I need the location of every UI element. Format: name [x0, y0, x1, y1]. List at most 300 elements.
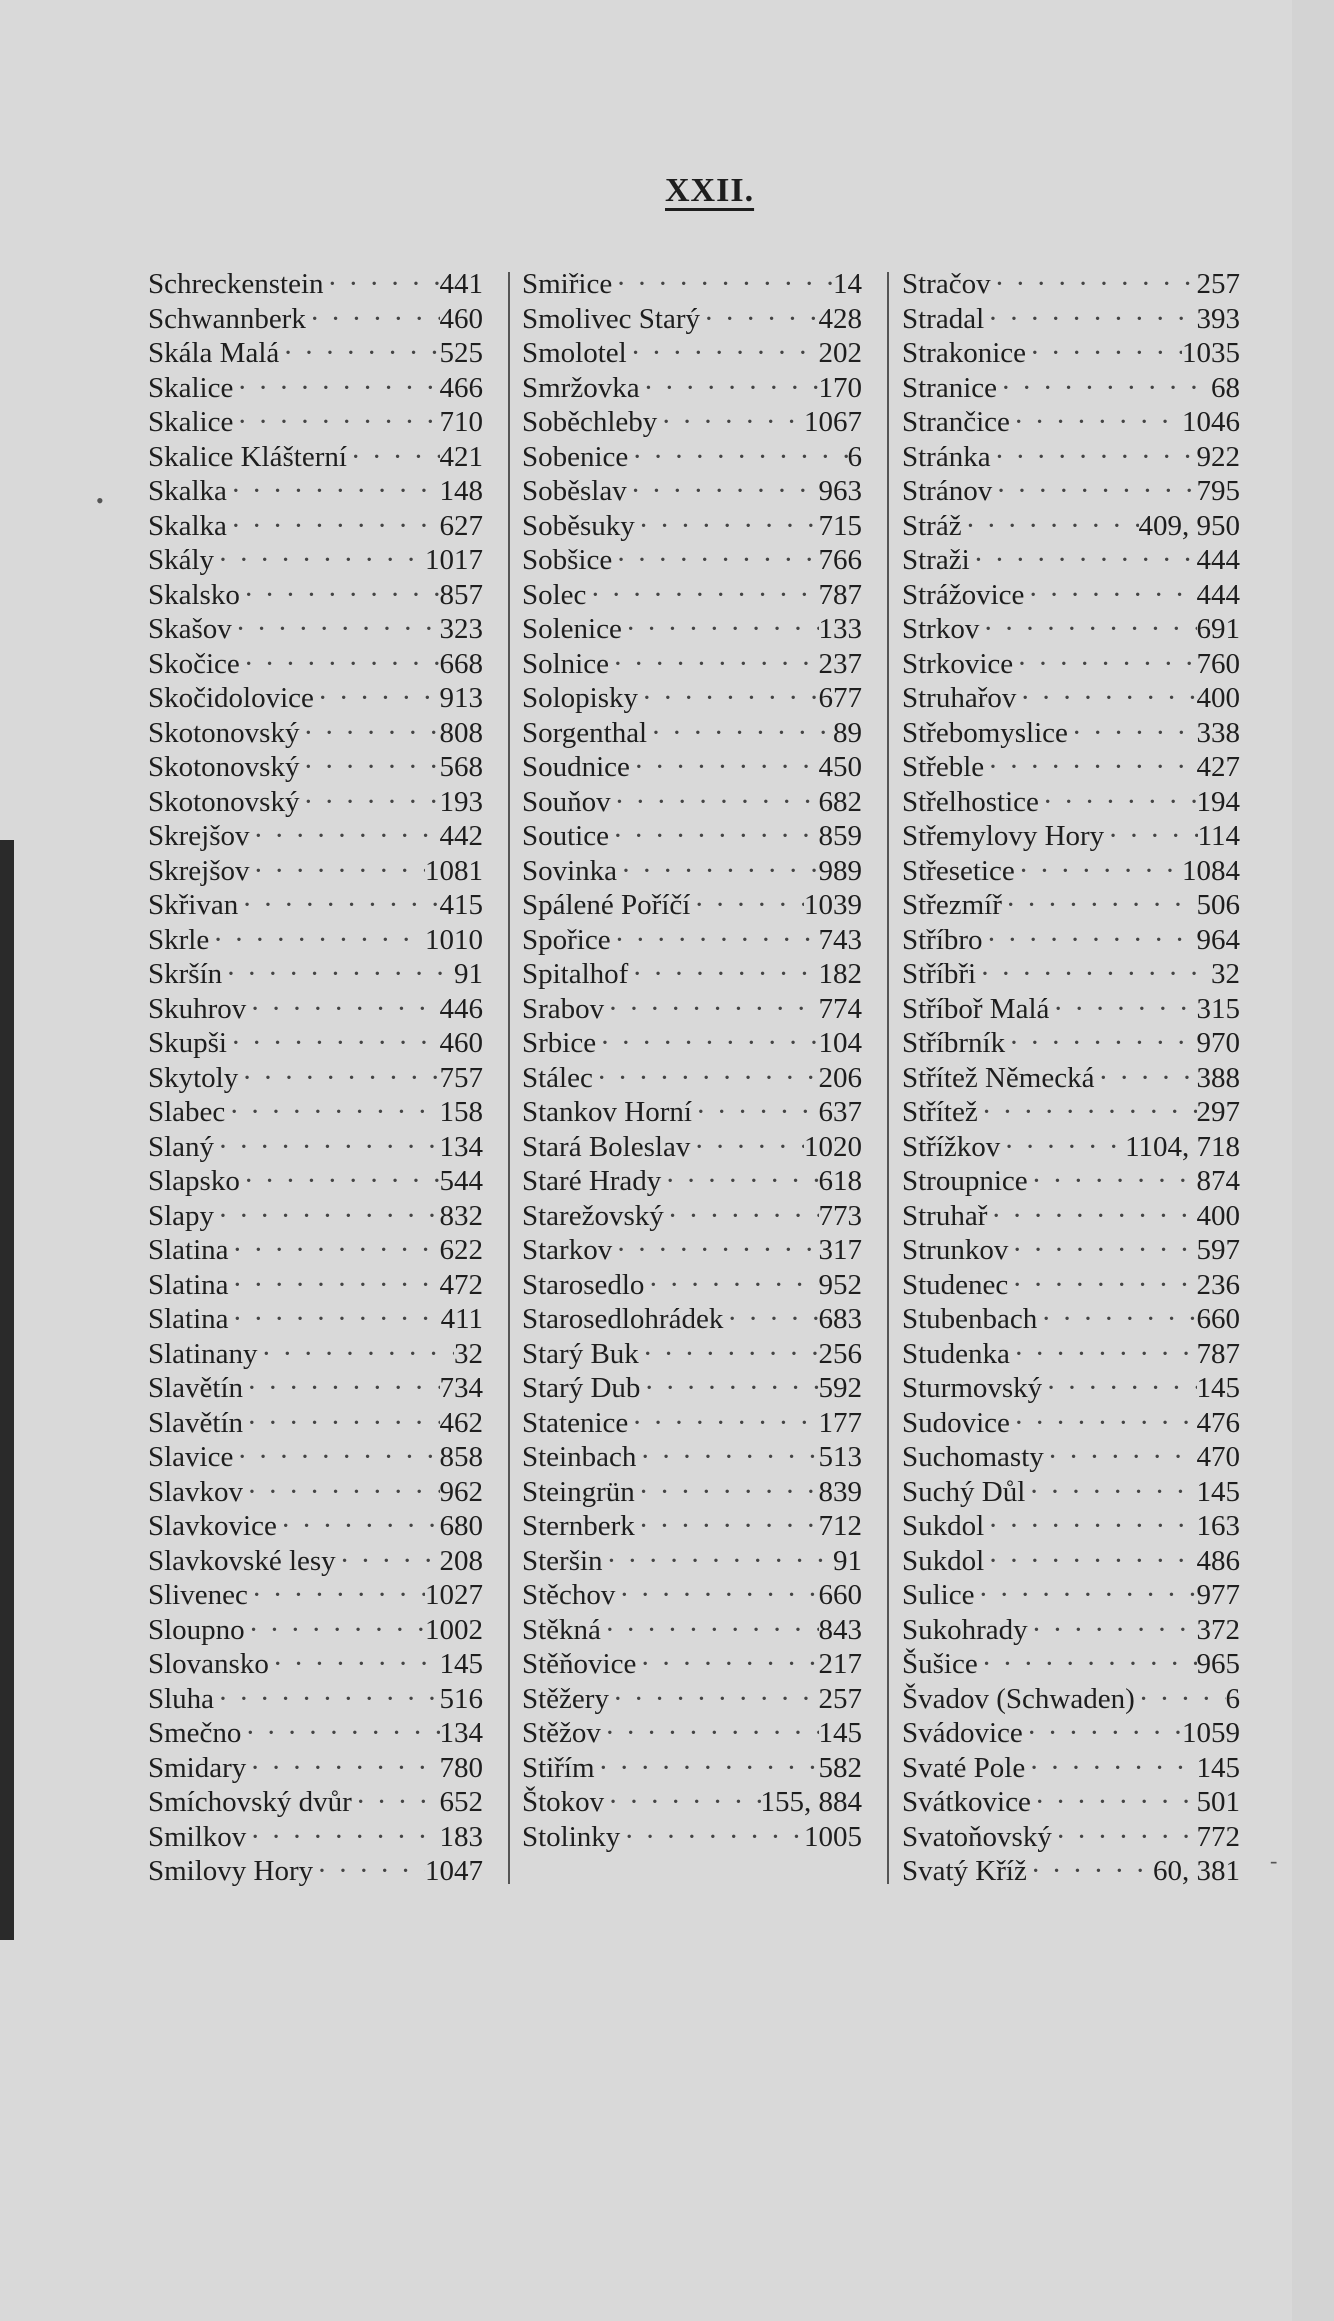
- dot-leader: [609, 647, 819, 682]
- page-reference: 592: [818, 1372, 862, 1404]
- place-name: Srbice: [522, 1027, 597, 1059]
- page-reference: 89: [833, 716, 862, 749]
- page-reference: 14: [833, 268, 862, 300]
- index-entry: [522, 509, 862, 544]
- dot-leader: [214, 543, 425, 578]
- place-name: Stříbři: [902, 958, 977, 990]
- index-entry: [148, 1509, 483, 1544]
- page-reference: 444: [1196, 544, 1240, 576]
- place-name: Skočice: [148, 647, 240, 680]
- place-name: Střesetice: [902, 854, 1015, 887]
- page-reference: 1046: [1182, 406, 1240, 438]
- place-name: Skrejšov: [148, 820, 250, 852]
- dot-leader: [983, 923, 1197, 958]
- page-reference: 462: [439, 1406, 483, 1439]
- page-reference: 170: [818, 371, 862, 404]
- dot-leader: [1026, 336, 1182, 371]
- place-name: Střezmíř: [902, 889, 1002, 921]
- place-name: Slatina: [148, 1303, 229, 1335]
- place-name: Svádovice: [902, 1717, 1023, 1749]
- place-name: Slavkovice: [148, 1510, 277, 1542]
- place-name: Smíchovský dvůr: [148, 1786, 352, 1818]
- page-reference: 415: [439, 889, 483, 921]
- page-reference: 388: [1196, 1061, 1240, 1094]
- page-reference: 257: [818, 1682, 862, 1715]
- dot-leader: [238, 1061, 439, 1096]
- page-reference: 1010: [425, 923, 483, 956]
- dot-leader: [1042, 1371, 1196, 1406]
- dot-leader: [604, 1785, 760, 1820]
- place-name: Souňov: [522, 785, 611, 818]
- dot-leader: [240, 647, 440, 682]
- index-entry: [902, 1026, 1240, 1061]
- page-reference: 1059: [1182, 1717, 1240, 1749]
- page-reference: 618: [818, 1165, 862, 1197]
- index-column-2: [522, 267, 862, 1854]
- page-reference: 133: [818, 613, 862, 645]
- index-entry: [902, 1544, 1240, 1579]
- page-reference: 1002: [425, 1613, 483, 1646]
- place-name: Stroupnice: [902, 1165, 1028, 1197]
- dot-leader: [635, 1509, 819, 1544]
- place-name: Spořice: [522, 923, 611, 956]
- page-reference: 183: [439, 1820, 483, 1853]
- page-reference: 858: [439, 1441, 483, 1473]
- place-name: Spálené Poříčí: [522, 889, 691, 921]
- place-name: Střížkov: [902, 1130, 1001, 1163]
- place-name: Sturmovský: [902, 1372, 1043, 1404]
- place-name: Statenice: [522, 1406, 629, 1439]
- place-name: Struhařov: [902, 682, 1017, 714]
- dot-leader: [635, 509, 819, 544]
- index-entry: [522, 1406, 862, 1441]
- page-reference: 501: [1196, 1786, 1240, 1818]
- dot-leader: [229, 1302, 441, 1337]
- page-reference: 104: [818, 1027, 862, 1059]
- index-entry: [148, 1544, 483, 1579]
- dot-leader: [324, 267, 440, 302]
- index-entry: [902, 923, 1240, 958]
- index-entry: [522, 440, 862, 475]
- index-entry: [148, 1302, 483, 1337]
- page-reference: 145: [439, 1648, 483, 1680]
- page-reference: 772: [1196, 1820, 1240, 1853]
- place-name: Štokov: [522, 1786, 605, 1818]
- index-entry: [148, 1026, 483, 1061]
- dot-leader: [692, 1095, 819, 1130]
- dot-leader: [314, 681, 440, 716]
- page-reference: 677: [818, 682, 862, 714]
- page-reference: 145: [1196, 1751, 1240, 1784]
- page-reference: 582: [818, 1751, 862, 1784]
- dot-leader: [640, 1371, 818, 1406]
- dot-leader: [222, 957, 454, 992]
- page-reference: 516: [439, 1682, 483, 1715]
- page-reference: 962: [439, 1475, 483, 1508]
- index-entry: [522, 1130, 862, 1165]
- index-entry: [902, 1785, 1240, 1820]
- place-name: Soběslav: [522, 475, 627, 507]
- dot-leader: [664, 1199, 819, 1234]
- dot-leader: [1008, 1268, 1196, 1303]
- place-name: Skršín: [148, 958, 223, 990]
- dot-leader: [1025, 1475, 1196, 1510]
- index-entry: [148, 302, 483, 337]
- index-entry: [148, 1061, 483, 1096]
- index-entry: [902, 1268, 1240, 1303]
- page-reference: 427: [1196, 751, 1240, 783]
- dot-leader: [992, 474, 1196, 509]
- page-reference: 148: [439, 475, 483, 507]
- place-name: Stará Boleslav: [522, 1130, 691, 1163]
- page-reference: 977: [1196, 1579, 1240, 1611]
- page-reference: 202: [818, 337, 862, 369]
- dot-leader: [595, 1751, 819, 1786]
- page-reference: 193: [439, 785, 483, 818]
- page-reference: 913: [439, 682, 483, 714]
- place-name: Stradal: [902, 302, 985, 335]
- place-name: Skašov: [148, 613, 232, 645]
- index-entry: [902, 1820, 1240, 1855]
- index-entry: [148, 819, 483, 854]
- place-name: Soběsuky: [522, 509, 635, 542]
- dot-leader: [214, 1199, 439, 1234]
- place-name: Stěchov: [522, 1579, 616, 1611]
- index-entry: [522, 1613, 862, 1648]
- dot-leader: [1028, 1164, 1197, 1199]
- place-name: Soběchleby: [522, 406, 658, 438]
- dot-leader: [250, 854, 426, 889]
- place-name: Solnice: [522, 647, 609, 680]
- dot-leader: [627, 474, 819, 509]
- index-entry: [902, 681, 1240, 716]
- page-reference: 236: [1196, 1268, 1240, 1301]
- place-name: Steingrün: [522, 1475, 635, 1508]
- place-name: Sudovice: [902, 1406, 1010, 1439]
- place-name: Šušice: [902, 1648, 978, 1680]
- page-reference: 428: [818, 302, 862, 335]
- place-name: Střeble: [902, 751, 985, 783]
- index-entry: [522, 750, 862, 785]
- place-name: Skrle: [148, 923, 210, 956]
- place-name: Studenka: [902, 1337, 1010, 1370]
- index-entry: [522, 302, 862, 337]
- page-reference: 970: [1196, 1027, 1240, 1059]
- page-reference: 441: [439, 268, 483, 300]
- dot-leader: [225, 1095, 439, 1130]
- column-divider: [887, 272, 889, 1884]
- dot-leader: [601, 1716, 819, 1751]
- index-entry: [522, 1233, 862, 1268]
- dot-leader: [639, 1337, 819, 1372]
- page-reference: 1067: [804, 406, 862, 438]
- place-name: Stříbro: [902, 923, 983, 956]
- index-entry: [522, 1440, 862, 1475]
- index-entry: [902, 992, 1240, 1027]
- index-entry: [522, 1578, 862, 1613]
- page-reference: 773: [818, 1199, 862, 1232]
- index-entry: [148, 888, 483, 923]
- index-entry: [522, 854, 862, 889]
- page-number: XXII.: [665, 172, 755, 209]
- dot-leader: [962, 509, 1139, 544]
- dot-leader: [628, 440, 847, 475]
- place-name: Sternberk: [522, 1510, 635, 1542]
- page-reference: 6: [847, 440, 862, 473]
- place-name: Slavice: [148, 1441, 234, 1473]
- page-reference: 393: [1196, 302, 1240, 335]
- dot-leader: [1010, 1337, 1197, 1372]
- place-name: Skřivan: [148, 889, 239, 921]
- index-entry: [902, 1164, 1240, 1199]
- ink-speck: •: [96, 488, 104, 513]
- index-entry: [148, 578, 483, 613]
- place-name: Slabec: [148, 1096, 226, 1128]
- index-entry: [148, 750, 483, 785]
- dot-leader: [1027, 1854, 1153, 1889]
- dot-leader: [233, 1440, 439, 1475]
- page-reference: 660: [818, 1579, 862, 1611]
- index-column-1: [148, 267, 483, 1889]
- dot-leader: [229, 1268, 440, 1303]
- place-name: Slatinany: [148, 1337, 258, 1370]
- index-entry: [522, 612, 862, 647]
- place-name: Stálec: [522, 1061, 593, 1094]
- place-name: Stěkná: [522, 1613, 601, 1646]
- place-name: Švadov (Schwaden): [902, 1682, 1135, 1715]
- page-reference: 145: [818, 1717, 862, 1749]
- page-reference: 743: [818, 923, 862, 956]
- dot-leader: [352, 1785, 440, 1820]
- page-reference: 1047: [425, 1855, 483, 1887]
- dot-leader: [609, 819, 819, 854]
- dot-leader: [997, 371, 1211, 406]
- index-entry: [522, 785, 862, 820]
- place-name: Schwannberk: [148, 302, 306, 335]
- place-name: Slavkovské lesy: [148, 1544, 336, 1577]
- index-entry: [902, 1578, 1240, 1613]
- page-reference: 257: [1196, 268, 1240, 300]
- index-entry: [148, 1199, 483, 1234]
- page-reference: 315: [1196, 992, 1240, 1025]
- index-entry: [522, 371, 862, 406]
- page-reference: 338: [1196, 716, 1240, 749]
- place-name: Svatoňovský: [902, 1820, 1052, 1853]
- page-reference: 217: [818, 1648, 862, 1680]
- dot-leader: [628, 1406, 818, 1441]
- place-name: Skála Malá: [148, 337, 280, 369]
- index-entry: [522, 1061, 862, 1096]
- place-name: Slivenec: [148, 1579, 248, 1611]
- dot-leader: [657, 405, 804, 440]
- index-entry: [522, 543, 862, 578]
- index-entry: [522, 923, 862, 958]
- place-name: Slavětín: [148, 1372, 244, 1404]
- page-reference: 680: [439, 1510, 483, 1542]
- index-entry: [148, 1475, 483, 1510]
- index-entry: [902, 1647, 1240, 1682]
- page-reference: 409, 950: [1138, 509, 1240, 542]
- dot-leader: [984, 750, 1196, 785]
- dot-leader: [227, 1026, 440, 1061]
- page-reference: 568: [439, 751, 483, 783]
- index-entry: [148, 785, 483, 820]
- dot-leader: [1010, 405, 1182, 440]
- page-reference: 182: [818, 958, 862, 990]
- index-entry: [522, 957, 862, 992]
- index-entry: [522, 1026, 862, 1061]
- page-reference: 60, 381: [1153, 1855, 1240, 1887]
- place-name: Skrejšov: [148, 854, 250, 887]
- page-reference: 158: [439, 1096, 483, 1128]
- page-reference: 446: [439, 992, 483, 1025]
- page-reference: 832: [439, 1199, 483, 1232]
- page-reference: 652: [439, 1786, 483, 1818]
- dot-leader: [612, 1233, 818, 1268]
- dot-leader: [978, 1647, 1197, 1682]
- place-name: Skalice Klášterní: [148, 440, 347, 473]
- dot-leader: [612, 543, 818, 578]
- page-reference: 323: [439, 613, 483, 645]
- dot-leader: [1031, 1785, 1197, 1820]
- page-reference: 1027: [425, 1579, 483, 1611]
- place-name: Struhař: [902, 1199, 988, 1232]
- index-entry: [902, 716, 1240, 751]
- place-name: Svatý Kříž: [902, 1855, 1027, 1887]
- dot-leader: [347, 440, 440, 475]
- index-entry: [148, 647, 483, 682]
- index-entry: [148, 992, 483, 1027]
- dot-leader: [233, 371, 439, 406]
- index-entry: [522, 405, 862, 440]
- dot-leader: [1010, 1406, 1197, 1441]
- dot-leader: [638, 681, 818, 716]
- index-entry: [902, 888, 1240, 923]
- place-name: Starý Dub: [522, 1372, 641, 1404]
- index-entry: [902, 1440, 1240, 1475]
- index-entry: [902, 578, 1240, 613]
- dot-leader: [640, 371, 819, 406]
- page-reference: 965: [1196, 1648, 1240, 1680]
- place-name: Skotonovský: [148, 751, 300, 783]
- place-name: Svátkovice: [902, 1786, 1031, 1818]
- page-reference: 922: [1196, 440, 1240, 473]
- dot-leader: [622, 612, 819, 647]
- page-reference: 145: [1196, 1475, 1240, 1508]
- place-name: Soudnice: [522, 751, 630, 783]
- place-name: Skalsko: [148, 578, 240, 611]
- page-reference: 525: [439, 337, 483, 369]
- index-entry: [522, 888, 862, 923]
- place-name: Slaný: [148, 1130, 215, 1163]
- index-entry: [148, 681, 483, 716]
- index-entry: [902, 819, 1240, 854]
- dot-leader: [1023, 1716, 1182, 1751]
- index-entry: [522, 267, 862, 302]
- place-name: Steršin: [522, 1544, 603, 1577]
- place-name: Smilovy Hory: [148, 1855, 314, 1887]
- dot-leader: [243, 1475, 439, 1510]
- dot-leader: [250, 819, 440, 854]
- index-entry: [148, 1095, 483, 1130]
- dot-leader: [1015, 854, 1182, 889]
- page-reference: 411: [440, 1303, 483, 1335]
- place-name: Skytoly: [148, 1061, 239, 1094]
- index-entry: [522, 1820, 862, 1855]
- dot-leader: [269, 1647, 440, 1682]
- place-name: Solec: [522, 578, 587, 611]
- page-reference: 766: [818, 544, 862, 576]
- page-reference: 400: [1196, 682, 1240, 714]
- page-reference: 91: [833, 1544, 862, 1577]
- place-name: Strkovice: [902, 647, 1014, 680]
- page-reference: 134: [439, 1130, 483, 1163]
- dot-leader: [1016, 681, 1196, 716]
- index-entry: [522, 1371, 862, 1406]
- index-entry: [148, 1820, 483, 1855]
- dot-leader: [1024, 578, 1196, 613]
- page-reference: 68: [1211, 371, 1240, 404]
- place-name: Slatina: [148, 1234, 229, 1266]
- dot-leader: [209, 923, 425, 958]
- dot-leader: [299, 716, 439, 751]
- place-name: Stěžov: [522, 1717, 601, 1749]
- dot-leader: [586, 578, 818, 613]
- place-name: Strkov: [902, 613, 980, 645]
- dot-leader: [596, 1026, 818, 1061]
- place-name: Solopisky: [522, 682, 639, 714]
- index-entry: [148, 1440, 483, 1475]
- page-reference: 857: [439, 578, 483, 611]
- index-entry: [902, 1682, 1240, 1717]
- place-name: Skalice: [148, 406, 234, 438]
- page-reference: 114: [1197, 820, 1240, 852]
- index-entry: [522, 1095, 862, 1130]
- index-entry: [902, 1475, 1240, 1510]
- index-entry: [902, 1716, 1240, 1751]
- dot-leader: [604, 992, 818, 1027]
- index-entry: [522, 1544, 862, 1579]
- index-entry: [148, 336, 483, 371]
- place-name: Stubenbach: [902, 1303, 1038, 1335]
- page-reference: 1020: [804, 1130, 862, 1163]
- page-reference: 134: [439, 1717, 483, 1749]
- place-name: Skalice: [148, 371, 234, 404]
- place-name: Skály: [148, 544, 215, 576]
- dot-leader: [1068, 716, 1197, 751]
- page-reference: 859: [818, 820, 862, 852]
- place-name: Straži: [902, 544, 970, 576]
- dot-leader: [279, 336, 439, 371]
- dot-leader: [644, 1268, 818, 1303]
- place-name: Smržovka: [522, 371, 640, 404]
- dot-leader: [991, 267, 1197, 302]
- page-reference: 691: [1196, 613, 1240, 645]
- dot-leader: [970, 543, 1197, 578]
- place-name: Starežovský: [522, 1199, 664, 1232]
- place-name: Solenice: [522, 613, 622, 645]
- index-entry: [148, 1337, 483, 1372]
- page-reference: 206: [818, 1061, 862, 1094]
- index-entry: [148, 1268, 483, 1303]
- dot-leader: [240, 1164, 440, 1199]
- page-reference: 506: [1196, 889, 1240, 921]
- index-entry: [148, 405, 483, 440]
- dot-leader: [987, 1199, 1196, 1234]
- place-name: Srabov: [522, 992, 605, 1025]
- page-reference: 627: [439, 509, 483, 542]
- index-entry: [148, 509, 483, 544]
